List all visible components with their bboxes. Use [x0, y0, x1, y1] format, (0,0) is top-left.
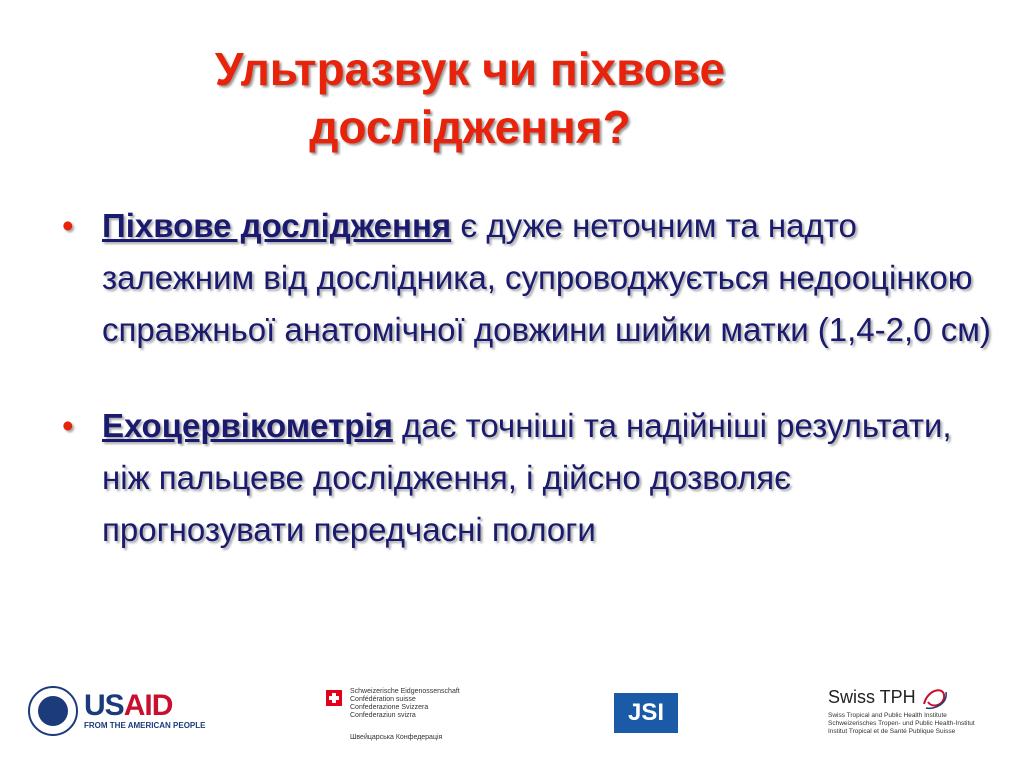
slide-title-line-1: Ультразвук чи піхвове — [214, 43, 726, 95]
bullet-marker: • — [62, 207, 74, 244]
swiss-tph-logo — [828, 686, 1018, 736]
slide-title-line-2: дослідження? — [309, 101, 631, 153]
bullet-term: Ехоцервікометрія — [102, 407, 393, 444]
usaid-logo — [28, 686, 205, 736]
swiss-confederation-logo — [326, 688, 460, 720]
bullet-text: є дуже неточним та надто залежним від дослідника, супроводжується недооцінкою справжньої анатомічної довжини шийки матки (1,4-2,0 см) — [102, 207, 991, 348]
bullet-marker: • — [62, 407, 74, 444]
swiss-tph-name: Swiss TPH — [828, 687, 916, 707]
footer-logos — [0, 680, 1024, 760]
bullet-list — [62, 200, 992, 556]
swiss-tph-description: Swiss Tropical and Public Health Institute Schweizerisches Tropen- und Public Health-Institut Institut Tropical et de Santé Publique Suisse — [828, 712, 975, 735]
swiss-ua-name: Швейцарська Конфедерація — [350, 734, 443, 741]
swiss-names: Schweizerische Eidgenossenschaft Confédération suisse Confederazione Svizzera Confederaziun svizra — [350, 688, 460, 719]
usaid-seal-icon — [28, 686, 78, 736]
slide-title — [0, 40, 940, 156]
usaid-tagline: FROM THE AMERICAN PEOPLE — [84, 721, 206, 730]
usaid-wordmark: USAID — [84, 689, 173, 722]
swiss-tph-swirl-icon — [920, 682, 950, 712]
bullet-term: Піхвове дослідження — [102, 207, 452, 244]
swiss-flag-icon — [326, 690, 342, 706]
bullet-item-vaginal-exam — [62, 200, 992, 356]
jsi-logo: JSI — [614, 693, 678, 733]
bullet-text: дає точніші та надійніші результати, ніж пальцеве дослідження, і дійсно дозволяє прогнозувати передчасні пологи — [102, 407, 952, 548]
bullet-item-cervicometry — [62, 400, 992, 556]
